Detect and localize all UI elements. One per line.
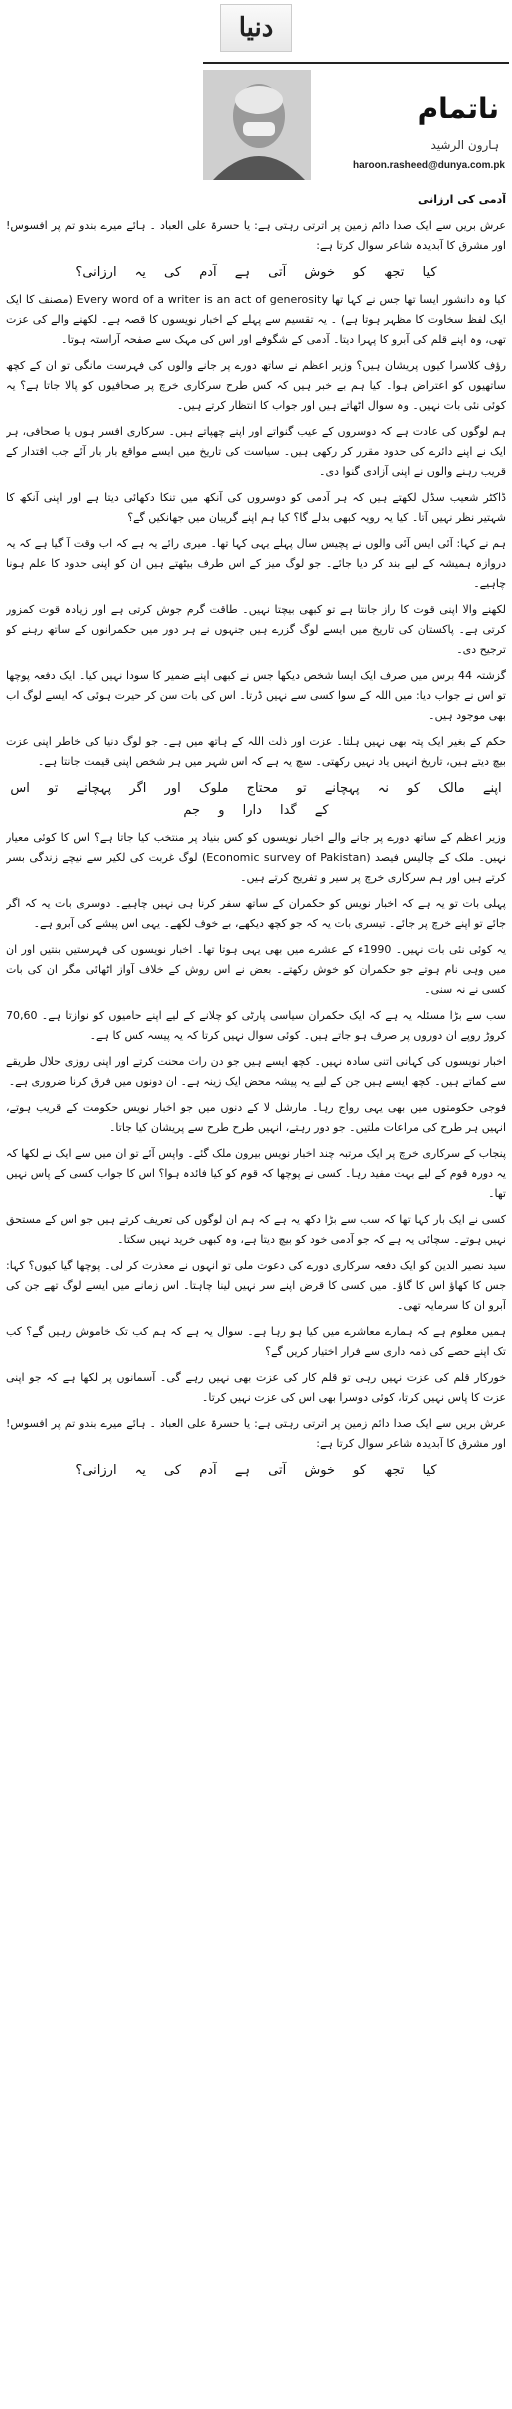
article-paragraph: حکم کے بغیر ایک پتہ بھی نہیں ہلتا۔ عزت اور ذلت اللہ کے ہاتھ میں ہے۔ جو لوگ دنیا کی خاطر اپنی عزت بیچ دیتے ہیں، تاریخ انہیں یاد نہیں رکھتی۔ سچ یہ ہے کہ اس شہر میں ہر شخص اپنی قیمت جانتا ہے۔ bbox=[6, 735, 506, 768]
masthead bbox=[0, 0, 512, 56]
article-paragraph: پہلی بات تو یہ ہے کہ اخبار نویس کو حکمران کے ساتھ سفر کرنا ہی نہیں چاہیے۔ دوسری بات یہ کہ اگر جائے تو اپنے خرچ پر جائے۔ تیسری بات یہ کہ جو کچھ دیکھے، بے خوف لکھے۔ یہی اس پیشے کی آبرو ہے۔ bbox=[6, 897, 506, 930]
article-paragraph: کسی نے ایک بار کہا تھا کہ سب سے بڑا دکھ یہ ہے کہ ہم ان لوگوں کی تعریف کرتے ہیں جو اس کے مستحق نہیں ہوتے۔ سچائی یہ ہے کہ جو آدمی خود کو بیچ دیتا ہے، وہ کبھی خرید نہیں سکتا۔ bbox=[6, 1213, 506, 1246]
author-portrait bbox=[203, 70, 311, 180]
article-verse: کیا تجھ کو خوش آتی ہے آدم کی یہ ارزانی؟ bbox=[75, 1463, 437, 1478]
article-paragraph: سید نصیر الدین کو ایک دفعہ سرکاری دورے کی دعوت ملی تو انہوں نے معذرت کر لی۔ پوچھا گیا کیوں؟ کہا: جس کا کھاؤ اس کا گاؤ۔ میں کسی کا قرض اپنے سر نہیں لینا چاہتا۔ اس زمانے میں ایسے لوگ تھے جن کی آبرو ان کا سرمایہ تھی۔ bbox=[6, 1259, 506, 1312]
article-paragraph: عرش بریں سے ایک صدا دائم زمین پر اترتی رہتی ہے: یا حسرۃ علی العباد ۔ ہائے میرے بندو تم پر افسوس! اور مشرق کا آبدیدہ شاعر سوال کرتا ہے: bbox=[6, 1417, 506, 1450]
column-header bbox=[203, 62, 509, 182]
article-paragraph: فوجی حکومتوں میں بھی یہی رواج رہا۔ مارشل لا کے دنوں میں جو اخبار نویس حکومت کے قریب ہوتے، انہیں ہر طرح کی مراعات ملتیں۔ جو دور رہتے، انہیں طرح طرح سے پریشان کیا جاتا۔ bbox=[6, 1101, 506, 1134]
article-paragraph: خورکار قلم کی عزت نہیں رہی تو قلم کار کی عزت بھی نہیں رہے گی۔ آسمانوں پر لکھا ہے کہ جو اپنی عزت کا پاس نہیں کرتا، کوئی دوسرا بھی اس کی عزت نہیں کرتا۔ bbox=[6, 1371, 506, 1404]
article-paragraph: یہ کوئی نئی بات نہیں۔ 1990ء کے عشرے میں بھی یہی ہوتا تھا۔ اخبار نویسوں کی فہرستیں بنتیں اور ان میں وہی نام ہوتے جو حکمران کو خوش رکھتے۔ بعض نے اس روش کے خلاف آواز اٹھائی مگر ان کی بات کسی نے نہ سنی۔ bbox=[6, 943, 506, 996]
article-verse: کیا تجھ کو خوش آتی ہے آدم کی یہ ارزانی؟ bbox=[75, 265, 437, 280]
article-paragraph: لکھنے والا اپنی قوت کا راز جانتا ہے تو کبھی بیچتا نہیں۔ طاقت گرم جوش کرتی ہے اور زیادہ قوت کمزور کرتی ہے۔ پاکستان کی تاریخ میں ایسے لوگ گزرے ہیں جنہوں نے ہر دور میں حکمرانوں کے ساتھ رہنے کو ترجیح دی۔ bbox=[6, 603, 506, 656]
article-paragraph: عرش بریں سے ایک صدا دائم زمین پر اترتی رہتی ہے: یا حسرۃ علی العباد ۔ ہائے میرے بندو تم پر افسوس! اور مشرق کا آبدیدہ شاعر سوال کرتا ہے: bbox=[6, 219, 506, 252]
article-paragraph: سب سے بڑا مسئلہ یہ ہے کہ ایک حکمران سیاسی پارٹی کو چلانے کے لیے اپنے حامیوں کو نوازتا ہے۔ 70,60 کروڑ روپے ان دوروں پر صرف ہو جاتے ہیں۔ کوئی سوال نہیں کرتا کہ یہ پیسہ کس کا ہے۔ bbox=[6, 1009, 506, 1042]
article-heading: آدمی کی ارزانی bbox=[417, 193, 506, 206]
author-name: ہارون الرشید bbox=[430, 138, 499, 152]
article-paragraph: ڈاکٹر شعیب سڈل لکھتے ہیں کہ ہر آدمی کو دوسروں کی آنکھ میں تنکا دکھائی دیتا ہے اور اپنی آنکھ کا شہتیر نظر نہیں آتا۔ کیا یہ رویہ کبھی بدلے گا؟ کیا ہم اپنے گریبان میں جھانکیں گے؟ bbox=[6, 491, 506, 524]
article-body bbox=[6, 190, 506, 2400]
article-paragraph: ہمیں معلوم ہے کہ ہمارے معاشرے میں کیا ہو رہا ہے۔ سوال یہ ہے کہ ہم کب تک خاموش رہیں گے؟ کب تک اپنے حصے کی ذمہ داری سے فرار اختیار کریں گے؟ bbox=[6, 1325, 506, 1358]
article-paragraph: وزیر اعظم کے ساتھ دورے پر جانے والے اخبار نویسوں کو کس بنیاد پر منتخب کیا جاتا ہے؟ اس کا کوئی معیار نہیں۔ ملک کے چالیس فیصد (Economic survey of Pakistan) لوگ غربت کی لکیر سے نیچے زندگی بسر کرتے ہیں اور ہم سرکاری خرچ پر سیر و تفریح کرتے ہیں۔ bbox=[6, 831, 506, 884]
author-email[interactable]: haroon.rasheed@dunya.com.pk bbox=[352, 160, 505, 171]
article-paragraph: اخبار نویسوں کی کہانی اتنی سادہ نہیں۔ کچھ ایسے ہیں جو دن رات محنت کرتے اور اپنی روزی حلال طریقے سے کماتے ہیں۔ کچھ ایسے ہیں جن کے لیے یہ پیشہ محض ایک زینہ ہے۔ ان دونوں میں فرق کرنا ضروری ہے۔ bbox=[6, 1055, 506, 1088]
newspaper-logo[interactable]: دنیا bbox=[220, 4, 292, 52]
article-paragraph: ہم لوگوں کی عادت ہے کہ دوسروں کے عیب گنواتے اور اپنے چھپاتے ہیں۔ سرکاری افسر ہوں یا صحافی، ہر ایک نے اپنے دائرے کی حدود مقرر کر رکھی ہیں۔ سیاست کی تاریخ میں ایسے مواقع بار بار آئے جب اقتدار کے قریب رہنے والوں نے اپنی آزادی گنوا دی۔ bbox=[6, 425, 506, 478]
article-paragraph: کیا وہ دانشور ایسا تھا جس نے کہا تھا Every word of a writer is an act of generosity (مصنف کا ایک ایک لفظ سخاوت کا مظہر ہوتا ہے) ۔ یہ تقسیم سے پہلے کے اخبار نویسوں کا قصہ ہے۔ لکھنے والے کی عزت تھی، وہ اپنے قلم کی آبرو کا پہرا دیتا۔ آدمی کے شگوفے اور اس کی مہک سے صفحہ آراستہ ہوتا۔ bbox=[6, 293, 506, 346]
article-verse: اپنے مالک کو نہ پہچانے تو محتاج ملوک اور اگر پہچانے تو اس کے گدا دارا و جم bbox=[10, 781, 502, 818]
article-paragraph: رؤف کلاسرا کیوں پریشان ہیں؟ وزیر اعظم نے ساتھ دورے پر جانے والوں کی فہرست مانگی تو ان کے کچھ ساتھیوں کو اعتراض ہوا۔ کیا ہم بے خبر ہیں کہ کس طرح سرکاری خرچ پر صحافیوں کو پالا جاتا ہے؟ یہ کوئی نئی بات نہیں۔ وہ سوال اٹھاتے ہیں اور جواب کا انتظار کرتے ہیں۔ bbox=[6, 359, 506, 412]
article-paragraph: ہم نے کہا: آئی ایس آئی والوں نے پچیس سال پہلے یہی کہا تھا۔ میری رائے یہ ہے کہ اب وقت آ گیا ہے کہ یہ دروازہ ہمیشہ کے لیے بند کر دیا جائے۔ جو لوگ میز کے اس طرف بیٹھتے ہیں ان کو اپنی حدود کا علم ہونا چاہیے۔ bbox=[6, 537, 506, 590]
column-title: ناتمام bbox=[417, 92, 499, 125]
article-paragraph: پنجاب کے سرکاری خرچ پر ایک مرتبہ چند اخبار نویس بیرون ملک گئے۔ واپس آئے تو ان میں سے ایک نے لکھا کہ یہ دورہ قوم کے لیے بہت مفید رہا۔ کسی نے پوچھا کہ قوم کو کیا فائدہ ہوا؟ اس کا جواب کسی کے پاس نہیں تھا۔ bbox=[6, 1147, 506, 1200]
article-paragraph: گزشتہ 44 برس میں صرف ایک ایسا شخص دیکھا جس نے کبھی اپنے ضمیر کا سودا نہیں کیا۔ ایک دفعہ پوچھا تو اس نے جواب دیا: میں اللہ کے سوا کسی سے نہیں ڈرتا۔ اس کی بات سن کر حیرت ہوئی کہ ایسے لوگ اب بھی موجود ہیں۔ bbox=[6, 669, 506, 722]
author-photo-icon bbox=[203, 70, 311, 180]
